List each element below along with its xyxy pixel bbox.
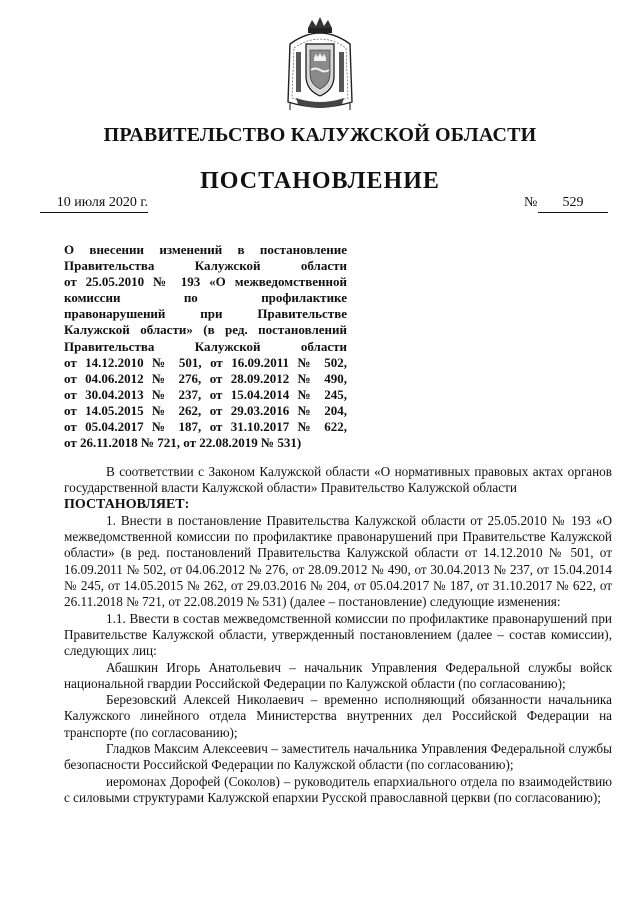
subject-line: от 05.04.2017 № 187, от 31.10.2017 № 622,	[64, 419, 347, 435]
item-1-paragraph: 1. Внести в постановление Правительства Калужской области от 25.05.2010 № 193 «О межведомственной комиссии по профилактике правонарушений при Правительстве Калужской области» (в ред. постановлений Правительства Калужской области от 14.12.2010 № 501, от 16.09.2011 № 502, от 04.06.2012 № 276, от 28.09.2012 № 490, от 30.04.2013 № 237, от 15.04.2014 № 245, от 14.05.2015 № 262, от 29.03.2016 № 204, от 05.04.2017 № 187, от 31.10.2017 № 622, от 26.11.2018 № 721, от 22.08.2019 № 531) (далее – постановление) следующие изменения:	[64, 512, 612, 610]
subject-line: от 25.05.2010 № 193 «О межведомственной	[64, 274, 347, 290]
subject-line: от 30.04.2013 № 237, от 15.04.2014 № 245,	[64, 386, 347, 402]
member-paragraph: Гладков Максим Алексеевич – заместитель начальника Управления Федеральной службы безопасности Российской Федерации по Калужской области (по согласованию);	[64, 741, 612, 773]
document-body	[64, 464, 612, 806]
subject-line: О внесении изменений в постановление	[64, 242, 347, 257]
document-date: 10 июля 2020 г.	[40, 195, 148, 213]
subject-line: комиссии по профилактике	[64, 290, 347, 306]
member-paragraph: Абашкин Игорь Анатольевич – начальник Управления Федеральной службы войск национальной гвардии Российской Федерации по Калужской области (по согласованию);	[64, 659, 612, 691]
item-1-1-paragraph: 1.1. Ввести в состав межведомственной комиссии по профилактике правонарушений при Правительстве Калужской области, утвержденный постановлением (далее – состав комиссии), следующих лиц:	[64, 610, 612, 659]
member-paragraph: иеромонах Дорофей (Соколов) – руководитель епархиального отдела по взаимодействию с силовыми структурами Калужской епархии Русской православной церкви (по согласованию);	[64, 773, 612, 805]
preamble-paragraph: В соответствии с Законом Калужской области «О нормативных правовых актах органов государственной власти Калужской области» Правительство Калужской области	[64, 464, 612, 496]
subject-line: правонарушений при Правительстве	[64, 306, 347, 322]
subject-line: Правительства Калужской области	[64, 258, 347, 274]
subject-line: от 14.12.2010 № 501, от 16.09.2011 № 502,	[64, 354, 347, 370]
subject-line: от 14.05.2015 № 262, от 29.03.2016 № 204,	[64, 402, 347, 418]
subject-line: от 26.11.2018 № 721, от 22.08.2019 № 531)	[64, 435, 302, 451]
resolves-heading: ПОСТАНОВЛЯЕТ:	[64, 496, 190, 512]
subject-line: от 04.06.2012 № 276, от 28.09.2012 № 490,	[64, 370, 347, 386]
member-paragraph: Березовский Алексей Николаевич – временно исполняющий обязанности начальника Калужского линейного отдела Министерства внутренних дел Российской Федерации на транспорте (по согласованию);	[64, 692, 612, 740]
organization-title: ПРАВИТЕЛЬСТВО КАЛУЖСКОЙ ОБЛАСТИ	[103, 124, 537, 146]
document-number: 529	[538, 195, 608, 213]
document-type-title: ПОСТАНОВЛЕНИЕ	[200, 168, 440, 194]
number-label: №	[524, 195, 538, 210]
coat-of-arms-icon	[282, 14, 358, 114]
subject-block	[64, 242, 347, 451]
subject-line: Правительства Калужской области	[64, 338, 347, 354]
subject-line: Калужской области» (в ред. постановлений	[64, 322, 347, 338]
